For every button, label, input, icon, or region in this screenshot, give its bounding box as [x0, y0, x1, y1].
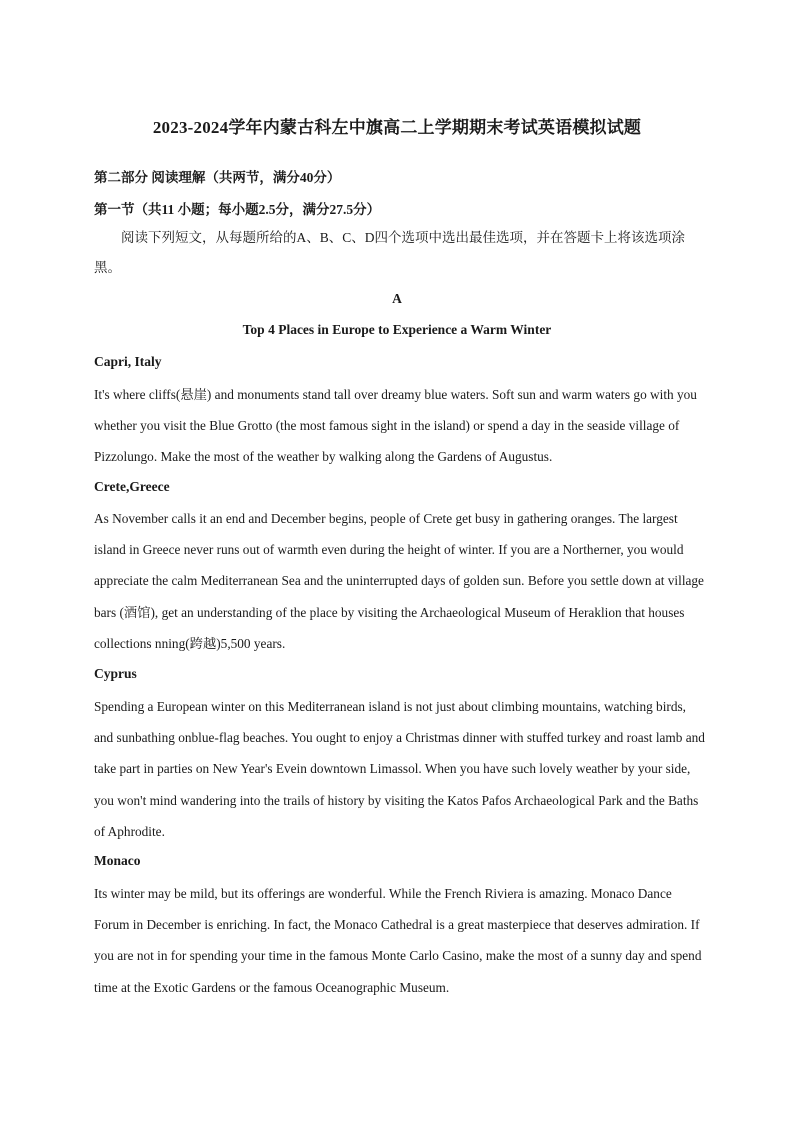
section-text-monaco: Its winter may be mild, but its offerings are wonderful. While the French Riviera is amazing. Monaco Dance Forum in December is enriching. In fact, the Monaco Cathedral is a great masterpiece that deserves admiration. If you are not in for spending your time in the famous Monte Carlo Casino, make the most of a sunny day and spend time at the Exotic Gardens or the famous Oceanographic Museum. [94, 886, 702, 995]
section-heading: 第一节（共11 小题；每小题2.5分，满分27.5分） [94, 202, 381, 217]
section-text-cyprus: Spending a European winter on this Mediterranean island is not just about climbing mountains, watching birds, and sunbathing onblue-flag beaches. You ought to enjoy a Christmas dinner with stuffed turkey and roast lamb and take part in parties on New Year's Evein downtown Limassol. When you have such lovely weather by your side, you won't mind wandering into the trails of history by visiting the Katos Pafos Archaeological Park and the Baths of Aphrodite. [94, 699, 705, 839]
passage-title: Top 4 Places in Europe to Experience a Warm Winter [242, 322, 552, 337]
section-heading-crete: Crete,Greece [94, 479, 170, 494]
section-text-crete: As November calls it an end and December begins, people of Crete get busy in gathering oranges. The largest island in Greece never runs out of warmth even during the height of winter. If you are a Northerner, you would appreciate the calm Mediterranean Sea and the uninterrupted days of golden sun. Before you settle down at village bars (酒馆), get an understanding of the place by visiting the Archaeological Museum of Heraklion that houses collections nning(跨越)5,500 years. [94, 511, 704, 651]
document-title: 2023-2024学年内蒙古科左中旗高二上学期期末考试英语模拟试题 [152, 118, 642, 137]
section-heading-capri: Capri, Italy [94, 354, 162, 369]
passage-label: A [392, 291, 402, 306]
section-heading-monaco: Monaco [94, 853, 141, 868]
section-text-capri: It's where cliffs(悬崖) and monuments stand tall over dreamy blue waters. Soft sun and warm waters go with you whether you visit the Blue Grotto (the most famous sight in the island) or spend a day in the seaside village of Pizzolungo. Make the most of the weather by walking along the Gardens of Augustus. [94, 387, 697, 465]
instructions: 阅读下列短文，从每题所给的A、B、C、D四个选项中选出最佳选项，并在答题卡上将该选项涂黑。 [94, 230, 686, 275]
part-heading: 第二部分 阅读理解（共两节，满分40分） [94, 170, 341, 185]
section-heading-cyprus: Cyprus [94, 666, 137, 681]
